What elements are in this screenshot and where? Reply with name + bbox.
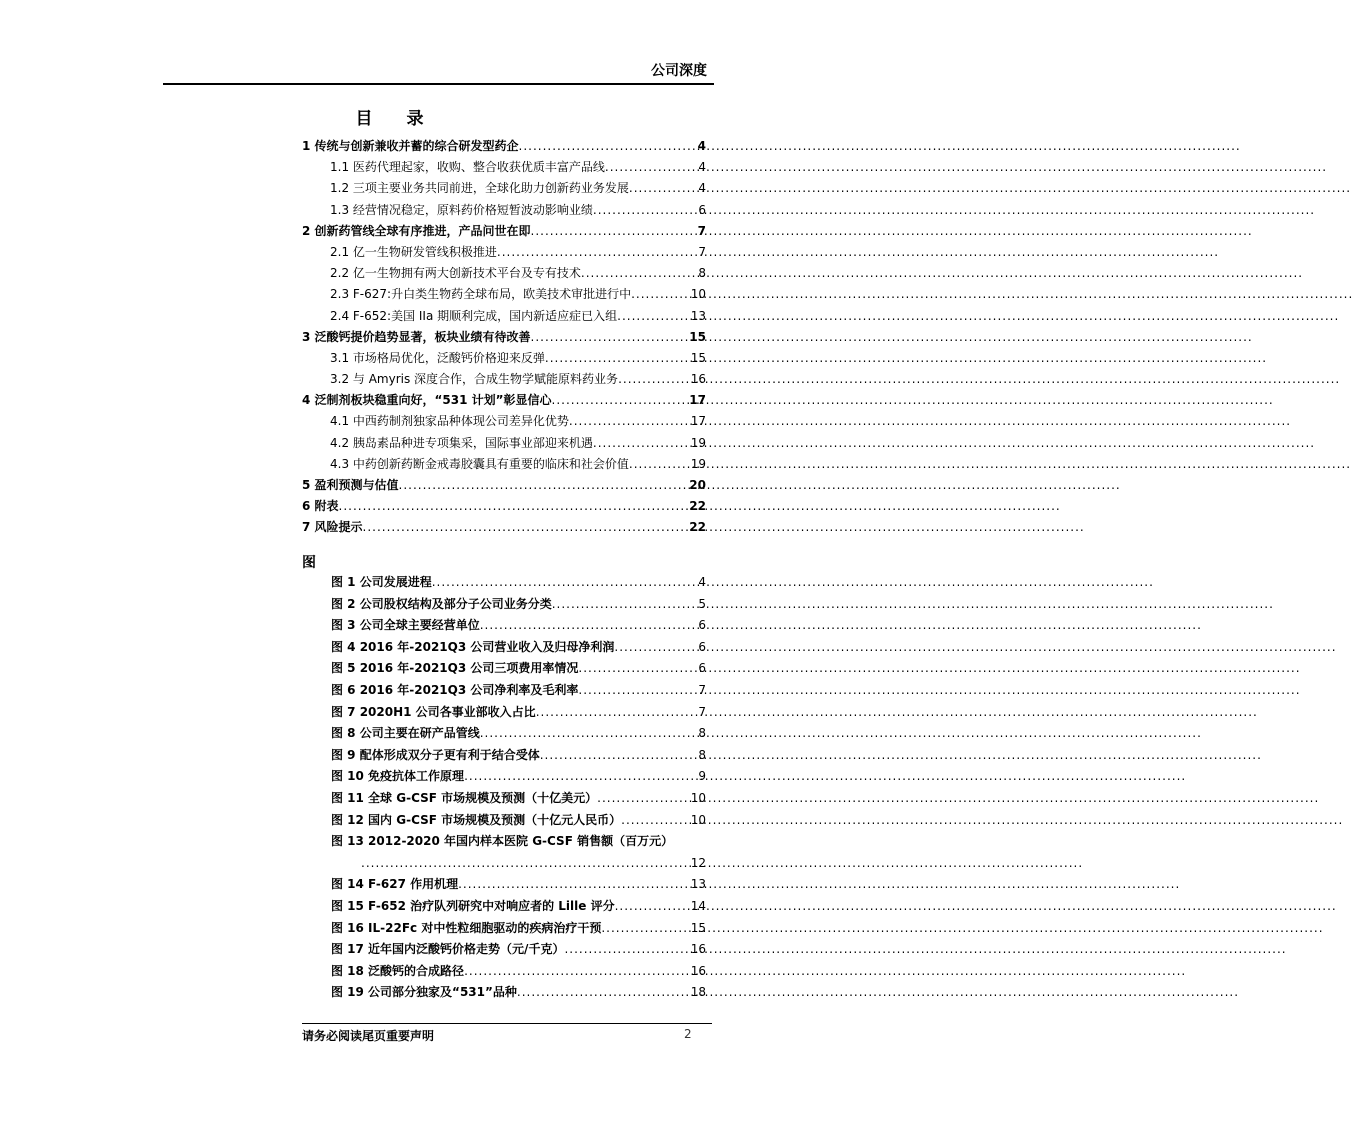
toc-entry-page: 22 xyxy=(689,499,706,514)
toc-section-entry[interactable] xyxy=(302,517,706,538)
toc-subsection-entry[interactable] xyxy=(302,157,706,178)
toc-entry-title: 3.2 与 Amyris 深度合作，合成生物学赋能原料药业务 xyxy=(330,372,619,387)
toc-entry-page: 22 xyxy=(689,520,706,535)
toc-entry-title: 1.2 三项主要业务共同前进，全球化助力创新药业务发展 xyxy=(330,181,629,196)
figure-entry-page: 10 xyxy=(690,812,706,827)
toc-subsection-entry[interactable] xyxy=(302,369,706,390)
leader-dots xyxy=(569,411,689,432)
figure-entry-title: 图 19 公司部分独家及“531”品种 xyxy=(331,985,517,1000)
toc-entry-title: 1.1 医药代理起家，收购、整合收获优质丰富产品线 xyxy=(330,160,605,175)
leader-dots xyxy=(564,939,688,961)
toc-entry-page: 4 xyxy=(697,139,706,153)
figure-list-entry[interactable] xyxy=(331,982,706,1004)
figure-entry-title: 图 8 公司主要在研产品管线 xyxy=(331,726,480,741)
leader-dots xyxy=(614,637,696,659)
leader-dots xyxy=(531,221,696,242)
figure-entry-title: 图 11 全球 G-CSF 市场规模及预测（十亿美元） xyxy=(331,790,598,805)
toc-entry-page: 17 xyxy=(690,414,706,429)
leader-dots xyxy=(629,178,696,199)
page-number: 2 xyxy=(684,1027,692,1041)
figure-list-entry[interactable] xyxy=(331,680,706,702)
toc-entry-page: 8 xyxy=(698,266,706,281)
leader-dots xyxy=(464,766,696,788)
figure-list-entry[interactable] xyxy=(331,788,706,810)
leader-dots xyxy=(578,680,696,702)
figure-list-entry[interactable] xyxy=(331,810,706,832)
toc-subsection-entry[interactable] xyxy=(302,242,706,263)
figure-list-entry[interactable] xyxy=(331,702,706,724)
figure-entry-page: 15 xyxy=(690,920,706,935)
toc-subsection-entry[interactable] xyxy=(302,178,706,199)
toc-entry-title: 3 泛酸钙提价趋势显著，板块业绩有待改善 xyxy=(302,329,531,344)
leader-dots xyxy=(464,961,689,983)
toc-entry-title: 1 传统与创新兼收并蓄的综合研发型药企 xyxy=(302,139,519,153)
leader-dots xyxy=(363,517,688,538)
toc-subsection-entry[interactable] xyxy=(302,454,706,475)
toc-entry-title: 7 风险提示 xyxy=(302,520,363,535)
leader-dots xyxy=(517,982,689,1004)
toc-subsection-entry[interactable] xyxy=(302,284,706,305)
figure-entry-title: 图 13 2012-2020 年国内样本医院 G-CSF 销售额（百万元） xyxy=(331,834,674,849)
footer-disclaimer: 请务必阅读尾页重要声明 xyxy=(302,1029,435,1043)
figure-entry-page: 7 xyxy=(698,682,706,697)
header-label: 公司深度 xyxy=(651,63,707,79)
toc-entry-title: 5 盈利预测与估值 xyxy=(302,478,399,492)
figure-entry-title: 图 7 2020H1 公司各事业部收入占比 xyxy=(331,704,536,719)
leader-dots xyxy=(361,853,689,875)
leader-dots xyxy=(545,348,689,369)
leader-dots xyxy=(399,475,688,496)
figure-entry-page: 16 xyxy=(690,942,706,957)
figure-entry-title: 图 12 国内 G-CSF 市场规模及预测（十亿元人民币） xyxy=(331,812,622,827)
figure-list-entry[interactable] xyxy=(331,594,706,616)
header-divider xyxy=(163,83,714,85)
toc-section-entry[interactable] xyxy=(302,390,706,411)
figure-entry-page: 16 xyxy=(690,963,706,978)
figure-entry-page: 8 xyxy=(698,747,706,762)
leader-dots xyxy=(540,745,697,767)
leader-dots xyxy=(631,284,689,305)
figure-entry-title: 图 6 2016 年-2021Q3 公司净利率及毛利率 xyxy=(331,682,579,697)
leader-dots xyxy=(615,896,689,918)
toc-entry-page: 17 xyxy=(689,393,706,408)
figure-entry-page: 6 xyxy=(698,639,706,654)
leader-dots xyxy=(629,454,689,475)
figure-entry-page: 12 xyxy=(690,855,706,870)
toc-entry-title: 6 附表 xyxy=(302,499,339,514)
figure-entry-title: 图 10 免疫抗体工作原理 xyxy=(331,769,465,784)
list-of-figures xyxy=(331,572,706,1004)
toc-entry-title: 2.2 亿一生物拥有两大创新技术平台及专有技术 xyxy=(330,266,581,281)
toc-entry-page: 15 xyxy=(689,329,706,344)
leader-dots xyxy=(531,327,688,348)
leader-dots xyxy=(519,136,696,157)
toc-entry-page: 4 xyxy=(698,181,706,196)
figure-entry-page: 8 xyxy=(698,726,706,741)
figure-list-entry[interactable] xyxy=(331,658,706,680)
leader-dots xyxy=(552,594,697,616)
toc-title: 目 录 xyxy=(355,109,438,129)
toc-entry-title: 4.3 中药创新药断金戒毒胶囊具有重要的临床和社会价值 xyxy=(330,456,629,471)
figure-list-entry[interactable] xyxy=(331,572,706,594)
figure-entry-title: 图 15 F-652 治疗队列研究中对响应者的 Lille 评分 xyxy=(331,898,615,913)
leader-dots xyxy=(621,810,689,832)
toc-entry-title: 2.3 F-627:升白类生物药全球布局，欧美技术审批进行中 xyxy=(330,287,632,302)
leader-dots xyxy=(432,572,697,594)
leader-dots xyxy=(480,723,697,745)
toc-entry-title: 4.1 中西药制剂独家品种体现公司差异化优势 xyxy=(330,414,569,429)
leader-dots xyxy=(578,658,696,680)
toc-section-entry[interactable] xyxy=(302,327,706,348)
toc-entry-title: 2.4 F-652:美国 IIa 期顺利完成，国内新适应症已入组 xyxy=(330,308,618,323)
figure-entry-title: 图 1 公司发展进程 xyxy=(331,575,432,589)
figure-list-entry[interactable] xyxy=(331,831,706,853)
figure-entry-page: 9 xyxy=(698,769,706,784)
figure-list-entry[interactable] xyxy=(331,766,706,788)
figure-list-entry[interactable] xyxy=(331,723,706,745)
toc-section-entry[interactable] xyxy=(302,221,706,242)
toc-entry-page: 13 xyxy=(690,308,706,323)
figure-entry-title: 图 17 近年国内泛酸钙价格走势（元/千克） xyxy=(331,942,565,957)
figure-entry-page: 18 xyxy=(690,985,706,1000)
figure-entry-page: 10 xyxy=(690,790,706,805)
toc-entry-title: 3.1 市场格局优化，泛酸钙价格迎来反弹 xyxy=(330,350,545,365)
toc-entry-title: 4 泛制剂板块稳重向好，“531 计划”彰显信心 xyxy=(302,393,552,408)
toc-entry-page: 7 xyxy=(697,223,706,238)
figures-heading: 图 xyxy=(302,555,316,571)
toc-entry-page: 6 xyxy=(698,202,706,217)
toc-subsection-entry[interactable] xyxy=(302,306,706,327)
figure-entry-page: 4 xyxy=(698,575,706,589)
figure-entry-page: 7 xyxy=(698,704,706,719)
figure-list-entry[interactable] xyxy=(331,961,706,983)
figure-list-entry[interactable] xyxy=(331,896,706,918)
figure-entry-title: 图 18 泛酸钙的合成路径 xyxy=(331,963,465,978)
figure-entry-title: 图 3 公司全球主要经营单位 xyxy=(331,618,480,633)
figure-entry-title: 图 2 公司股权结构及部分子公司业务分类 xyxy=(331,596,552,611)
figure-entry-title: 图 14 F-627 作用机理 xyxy=(331,877,459,892)
figure-entry-title: 图 16 IL-22Fc 对中性粒细胞驱动的疾病治疗干预 xyxy=(331,920,602,935)
leader-dots xyxy=(593,200,696,221)
leader-dots xyxy=(536,702,697,724)
figure-list-entry[interactable] xyxy=(331,637,706,659)
toc-section-entry[interactable] xyxy=(302,136,706,157)
figure-entry-title: 图 9 配体形成双分子更有利于结合受体 xyxy=(331,747,540,762)
figure-list-entry[interactable] xyxy=(331,874,706,896)
figure-entry-page: 6 xyxy=(698,661,706,676)
toc-entry-page: 16 xyxy=(690,372,706,387)
toc-entry-page: 7 xyxy=(698,244,706,259)
leader-dots xyxy=(605,157,696,178)
leader-dots xyxy=(597,788,689,810)
table-of-contents xyxy=(302,136,706,539)
leader-dots xyxy=(593,433,689,454)
leader-dots xyxy=(339,496,688,517)
toc-entry-page: 10 xyxy=(690,287,706,302)
leader-dots xyxy=(617,306,689,327)
toc-section-entry[interactable] xyxy=(302,496,706,517)
toc-entry-page: 20 xyxy=(689,478,706,492)
leader-dots xyxy=(552,390,688,411)
toc-subsection-entry[interactable] xyxy=(302,200,706,221)
toc-entry-page: 19 xyxy=(690,456,706,471)
toc-subsection-entry[interactable] xyxy=(302,433,706,454)
toc-subsection-entry[interactable] xyxy=(302,263,706,284)
figure-entry-page: 6 xyxy=(698,618,706,633)
figure-entry-title: 图 4 2016 年-2021Q3 公司营业收入及归母净利润 xyxy=(331,639,615,654)
toc-entry-page: 15 xyxy=(690,350,706,365)
footer-divider xyxy=(302,1023,712,1024)
toc-entry-page: 19 xyxy=(690,435,706,450)
toc-section-entry[interactable] xyxy=(302,475,706,496)
leader-dots xyxy=(618,369,689,390)
toc-entry-title: 2 创新药管线全球有序推进，产品问世在即 xyxy=(302,223,531,238)
toc-entry-title: 2.1 亿一生物研发管线积极推进 xyxy=(330,244,497,259)
figure-list-entry[interactable] xyxy=(331,939,706,961)
leader-dots xyxy=(458,874,689,896)
figure-entry-page: 14 xyxy=(690,898,706,913)
toc-entry-title: 4.2 胰岛素品种进专项集采，国际事业部迎来机遇 xyxy=(330,435,593,450)
figure-entry-title: 图 5 2016 年-2021Q3 公司三项费用率情况 xyxy=(331,661,579,676)
figure-list-entry[interactable] xyxy=(331,615,706,637)
leader-dots xyxy=(480,615,697,637)
leader-dots xyxy=(581,263,696,284)
toc-entry-page: 4 xyxy=(698,160,706,175)
figure-list-entry[interactable] xyxy=(331,745,706,767)
toc-subsection-entry[interactable] xyxy=(302,348,706,369)
leader-dots xyxy=(497,242,696,263)
figure-entry-page: 5 xyxy=(698,596,706,611)
figure-list-entry-continued[interactable] xyxy=(331,853,706,875)
figure-list-entry[interactable] xyxy=(331,918,706,940)
figure-entry-page: 13 xyxy=(690,877,706,892)
toc-entry-title: 1.3 经营情况稳定，原料药价格短暂波动影响业绩 xyxy=(330,202,593,217)
leader-dots xyxy=(601,918,688,940)
toc-subsection-entry[interactable] xyxy=(302,411,706,432)
